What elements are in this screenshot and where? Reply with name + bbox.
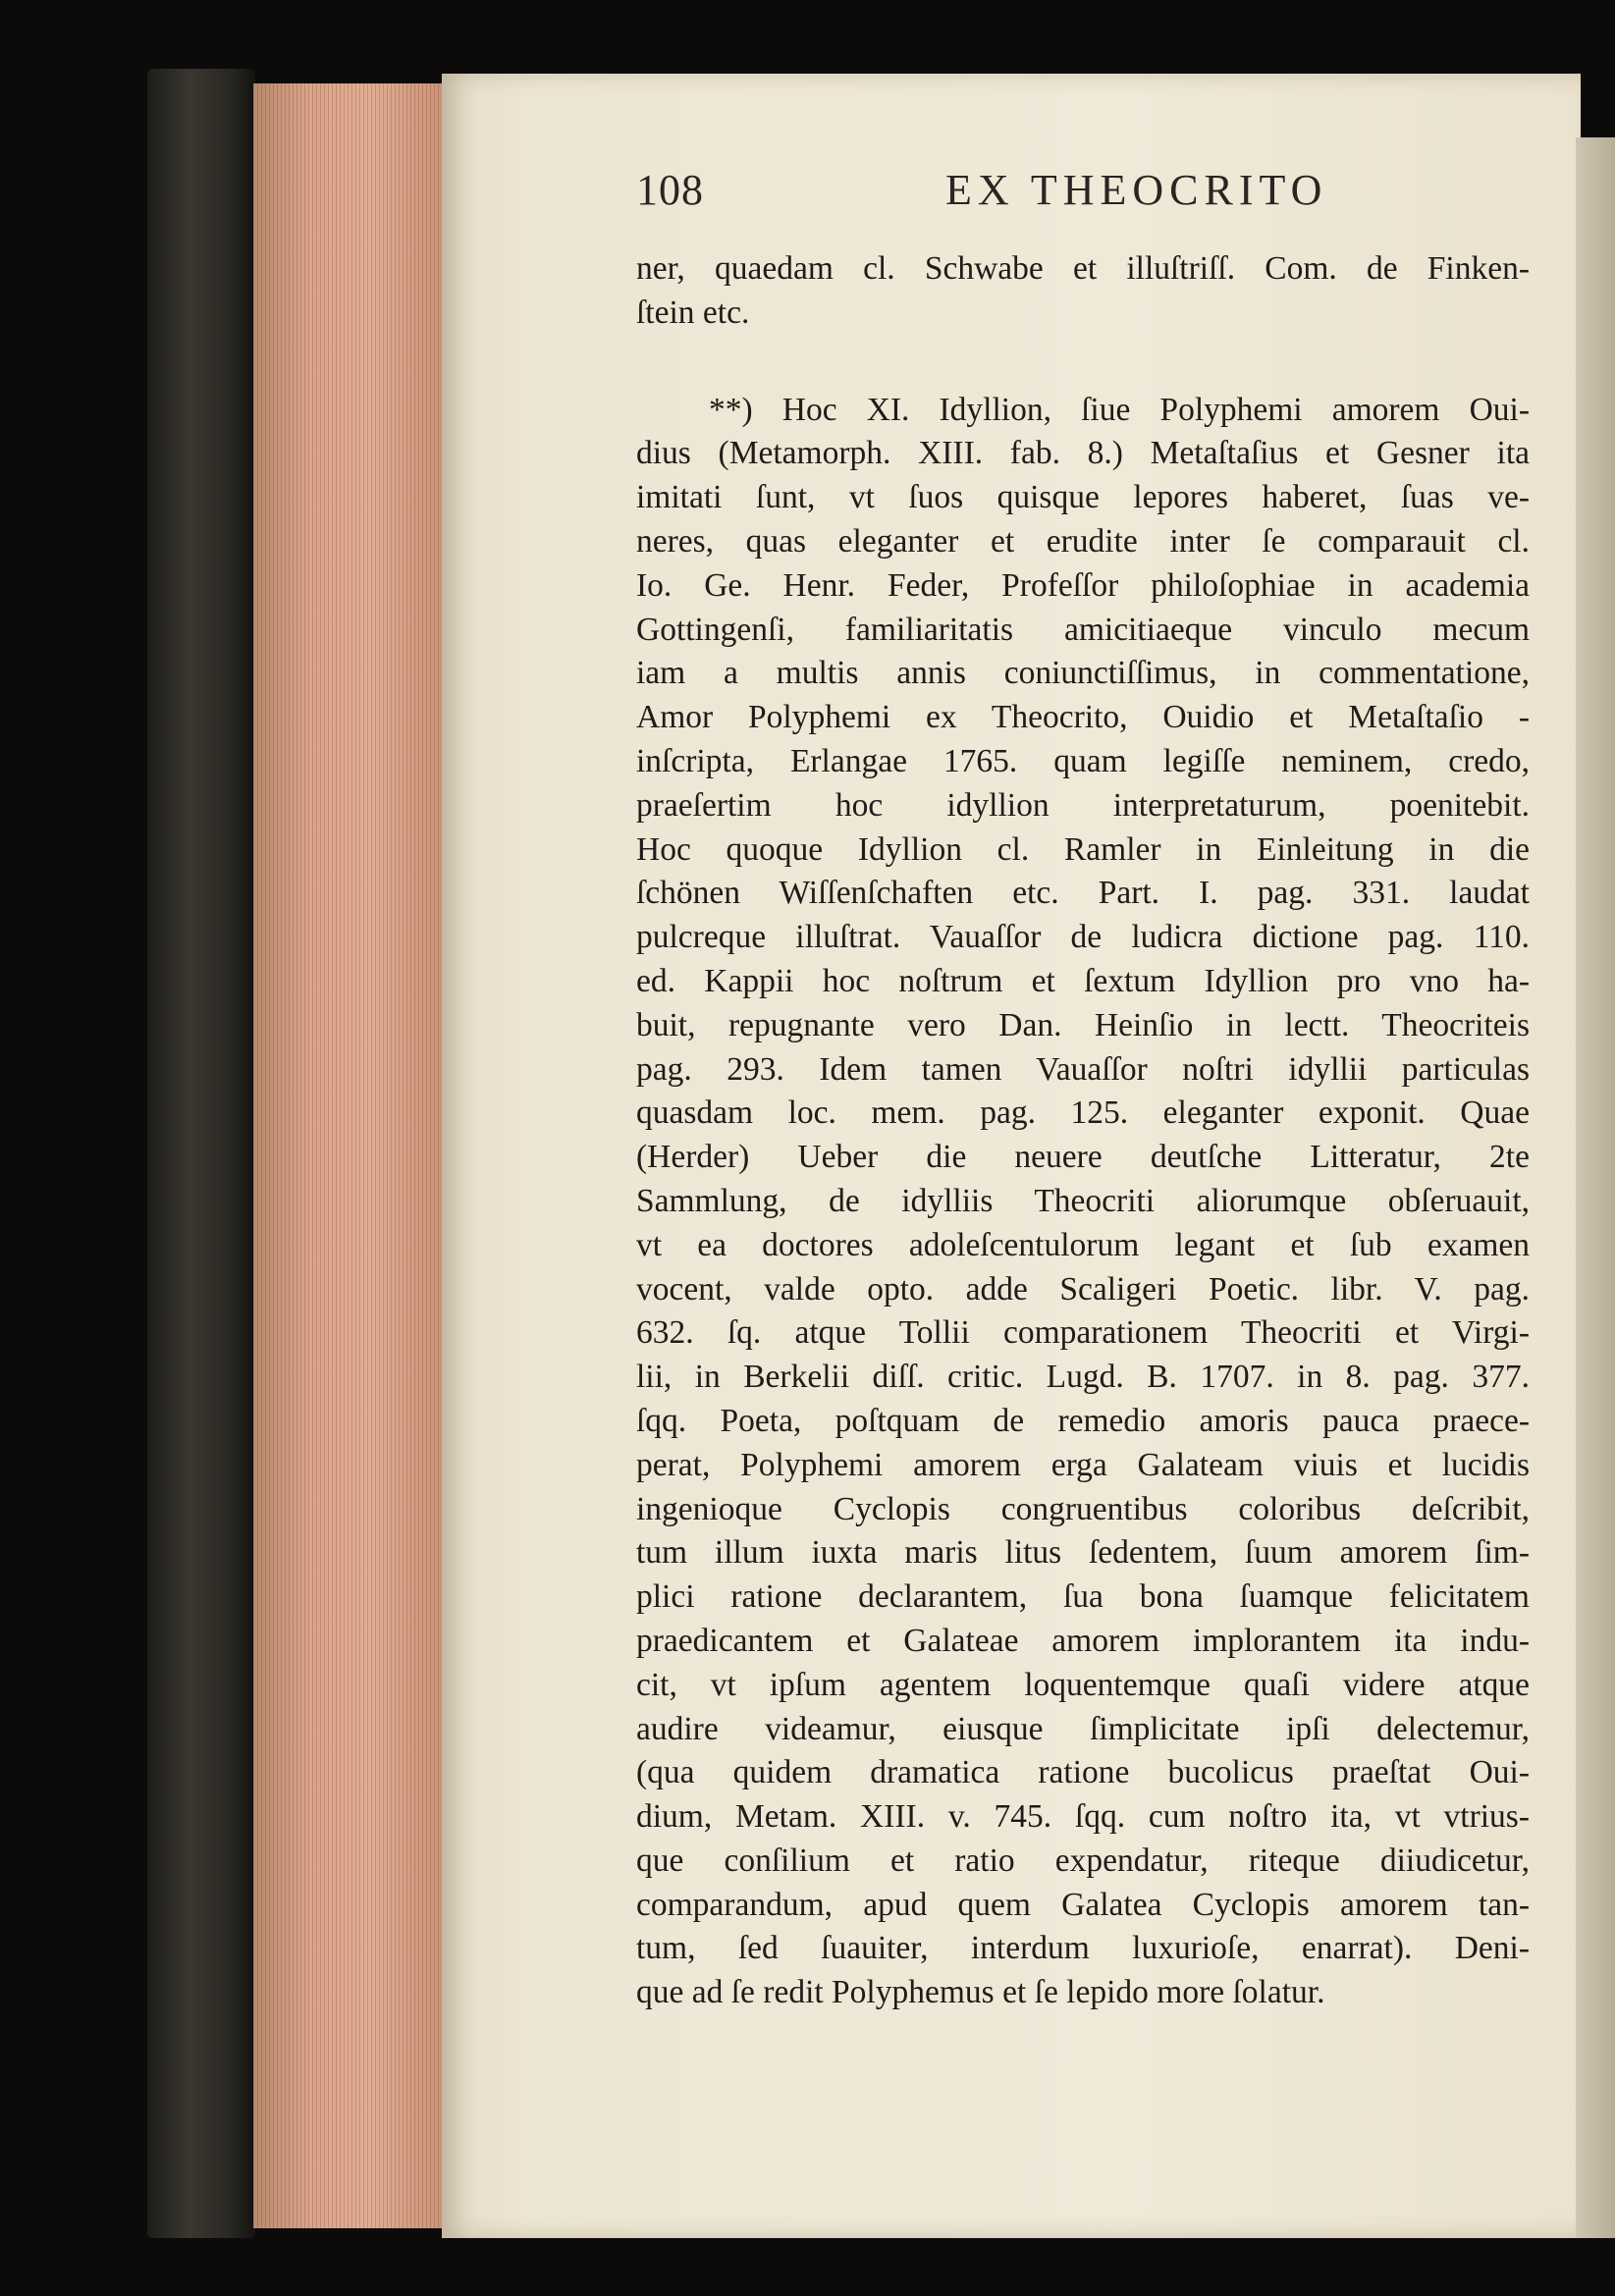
text-line: que conſilium et ratio expendatur, riteque diiudicetur, — [636, 1842, 1530, 1879]
paragraph-gap — [636, 336, 1530, 389]
text-line: pulcreque illuſtrat. Vauaſſor de ludicra dictione pag. 110. — [636, 919, 1530, 956]
page-header — [636, 165, 1490, 224]
text-line: comparandum, apud quem Galatea Cyclopis amorem tan- — [636, 1886, 1530, 1923]
text-line: vocent, valde opto. adde Scaligeri Poetic. libr. V. pag. — [636, 1270, 1530, 1308]
text-line: Gottingenſi, familiaritatis amicitiaeque vinculo mecum — [636, 611, 1530, 648]
text-line: inſcripta, Erlangae 1765. quam legiſſe neminem, credo, — [636, 742, 1530, 779]
text-line: Io. Ge. Henr. Feder, Profeſſor philoſophiae in academia — [636, 566, 1530, 604]
text-line: buit, repugnante vero Dan. Heinſio in lectt. Theocriteis — [636, 1006, 1530, 1043]
next-page-edge — [1576, 137, 1615, 2238]
text-line: ſchönen Wiſſenſchaften etc. Part. I. pag. 331. laudat — [636, 875, 1530, 912]
page-edges — [253, 83, 445, 2228]
text-line: (qua quidem dramatica ratione bucolicus praeſtat Oui- — [636, 1754, 1530, 1791]
text-line: neres, quas eleganter et erudite inter ſe comparauit cl. — [636, 522, 1530, 560]
text-line: vt ea doctores adoleſcentulorum legant et ſub examen — [636, 1226, 1530, 1263]
text-line: Sammlung, de idylliis Theocriti aliorumque obſeruauit, — [636, 1182, 1530, 1219]
text-line: que ad ſe redit Polyphemus et ſe lepido more ſolatur. — [636, 1974, 1325, 2011]
text-line: Hoc quoque Idyllion cl. Ramler in Einleitung in die — [636, 830, 1530, 868]
book-cover — [147, 69, 255, 2238]
text-line: ſtein etc. — [636, 294, 750, 331]
running-title: EX THEOCRITO — [945, 166, 1328, 214]
text-line: ner, quaedam cl. Schwabe et illuſtriſſ. Com. de Finken- — [636, 250, 1530, 287]
text-line: iam a multis annis coniunctiſſimus, in commentatione, — [636, 655, 1530, 692]
text-line: cit, vt ipſum agentem loquentemque quaſi videre atque — [636, 1666, 1530, 1703]
text-line: (Herder) Ueber die neuere deutſche Litteratur, 2te — [636, 1139, 1530, 1176]
text-line: tum illum iuxta maris litus ſedentem, ſuum amorem ſim- — [636, 1534, 1530, 1572]
text-line: lii, in Berkelii diſſ. critic. Lugd. B. 1707. in 8. pag. 377. — [636, 1359, 1530, 1396]
page-number: 108 — [636, 166, 704, 214]
text-line: dius (Metamorph. XIII. fab. 8.) Metaſtaſius et Gesner ita — [636, 435, 1530, 472]
text-line: ſqq. Poeta, poſtquam de remedio amoris pauca praece- — [636, 1402, 1530, 1439]
page-body — [636, 247, 1530, 2015]
text-line: Amor Polyphemi ex Theocrito, Ouidio et Metaſtaſio - — [636, 699, 1530, 736]
text-line: **) Hoc XI. Idyllion, ſiue Polyphemi amorem Oui- — [709, 391, 1530, 428]
text-line: praeſertim hoc idyllion interpretaturum, poenitebit. — [636, 786, 1530, 824]
text-line: plici ratione declarantem, ſua bona ſuamque felicitatem — [636, 1578, 1530, 1616]
text-line: 632. ſq. atque Tollii comparationem Theocriti et Virgi- — [636, 1314, 1530, 1352]
text-line: praedicantem et Galateae amorem implorantem ita indu- — [636, 1622, 1530, 1659]
text-line: pag. 293. Idem tamen Vauaſſor noſtri idyllii particulas — [636, 1050, 1530, 1088]
text-line: ingenioque Cyclopis congruentibus coloribus deſcribit, — [636, 1490, 1530, 1527]
text-line: quasdam loc. mem. pag. 125. eleganter exponit. Quae — [636, 1095, 1530, 1132]
text-line: ed. Kappii hoc noſtrum et ſextum Idyllion pro vno ha- — [636, 962, 1530, 999]
text-line: imitati ſunt, vt ſuos quisque lepores haberet, ſuas ve- — [636, 479, 1530, 516]
text-line: audire videamur, eiusque ſimplicitate ipſi delectemur, — [636, 1710, 1530, 1747]
text-line: perat, Polyphemi amorem erga Galateam viuis et lucidis — [636, 1446, 1530, 1483]
text-line: dium, Metam. XIII. v. 745. ſqq. cum noſtro ita, vt vtrius- — [636, 1798, 1530, 1836]
text-line: tum, ſed ſuauiter, interdum luxurioſe, enarrat). Deni- — [636, 1930, 1530, 1967]
